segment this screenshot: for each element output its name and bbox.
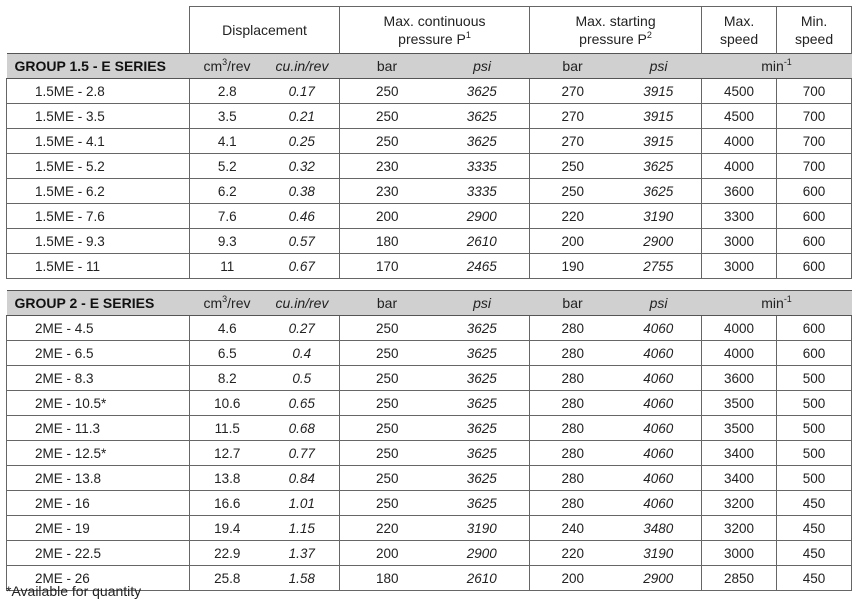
displacement-cm3-cell: 7.6 [190,204,265,229]
model-cell: 2ME - 8.3 [7,366,190,391]
max-speed-cell: 4000 [702,129,777,154]
max-speed-cell: 3300 [702,204,777,229]
model-cell: 2ME - 6.5 [7,341,190,366]
unit-cm3-tail: /rev [227,58,251,74]
displacement-cuin-cell: 0.17 [265,79,340,104]
starting-psi-cell: 2900 [616,229,702,254]
max-speed-cell: 3200 [702,516,777,541]
header-max-continuous-sup: 1 [465,30,471,40]
min-speed-cell: 450 [777,516,852,541]
unit-cm3-base: cm [203,58,223,74]
displacement-cuin-cell: 0.67 [265,254,340,279]
min-speed-cell: 500 [777,466,852,491]
unit-bar-continuous: bar [340,291,435,316]
max-speed-cell: 3400 [702,441,777,466]
displacement-cuin-cell: 0.38 [265,179,340,204]
continuous-psi-cell: 3625 [435,79,530,104]
displacement-cm3-cell: 22.9 [190,541,265,566]
table-row [7,541,852,566]
model-cell: 1.5ME - 11 [7,254,190,279]
unit-cuin: cu.in/rev [265,291,340,316]
unit-cm3 [190,54,265,79]
continuous-bar-cell: 250 [340,416,435,441]
continuous-bar-cell: 230 [340,154,435,179]
table-row [7,104,852,129]
starting-bar-cell: 220 [530,204,616,229]
starting-psi-cell: 3190 [616,204,702,229]
starting-psi-cell: 3625 [616,179,702,204]
header-blank-cell [7,7,190,54]
displacement-cm3-cell: 4.1 [190,129,265,154]
unit-min-sup: -1 [783,57,792,67]
group-header-row [7,54,852,79]
header-displacement-label: Displacement [222,22,307,38]
continuous-psi-cell: 2900 [435,204,530,229]
continuous-bar-cell: 170 [340,254,435,279]
continuous-bar-cell: 250 [340,366,435,391]
model-cell: 1.5ME - 5.2 [7,154,190,179]
group-spacer-cell [7,279,852,291]
unit-cm3 [190,291,265,316]
header-max-speed-line2: speed [719,31,759,47]
unit-min-base: min [761,58,784,74]
max-speed-cell: 3500 [702,416,777,441]
starting-bar-cell: 240 [530,516,616,541]
header-max-speed-line1: Max. [723,13,755,29]
unit-cm3-sup: 3 [222,57,228,67]
starting-psi-cell: 3915 [616,104,702,129]
continuous-bar-cell: 250 [340,79,435,104]
continuous-bar-cell: 250 [340,104,435,129]
min-speed-cell: 600 [777,254,852,279]
continuous-bar-cell: 180 [340,229,435,254]
model-cell: 2ME - 22.5 [7,541,190,566]
min-speed-cell: 600 [777,229,852,254]
displacement-cuin-cell: 0.32 [265,154,340,179]
min-speed-cell: 500 [777,416,852,441]
unit-psi-starting: psi [616,291,702,316]
model-cell: 2ME - 12.5* [7,441,190,466]
max-speed-cell: 3600 [702,179,777,204]
table-row [7,466,852,491]
max-speed-cell: 4000 [702,316,777,341]
displacement-cuin-cell: 1.58 [265,566,340,591]
starting-psi-cell: 4060 [616,341,702,366]
unit-psi-continuous: psi [435,291,530,316]
table-row [7,229,852,254]
continuous-bar-cell: 250 [340,316,435,341]
continuous-psi-cell: 3190 [435,516,530,541]
unit-min-sup: -1 [783,294,792,304]
unit-bar-starting: bar [530,291,616,316]
table-row [7,366,852,391]
min-speed-cell: 500 [777,366,852,391]
starting-psi-cell: 3625 [616,154,702,179]
unit-psi-starting: psi [616,54,702,79]
starting-psi-cell: 4060 [616,416,702,441]
displacement-cm3-cell: 2.8 [190,79,265,104]
min-speed-cell: 700 [777,104,852,129]
starting-bar-cell: 280 [530,466,616,491]
displacement-cuin-cell: 0.46 [265,204,340,229]
starting-psi-cell: 4060 [616,491,702,516]
displacement-cm3-cell: 9.3 [190,229,265,254]
min-speed-cell: 600 [777,316,852,341]
max-speed-cell: 3000 [702,541,777,566]
displacement-cm3-cell: 6.2 [190,179,265,204]
min-speed-cell: 700 [777,129,852,154]
displacement-cuin-cell: 0.27 [265,316,340,341]
unit-min-base: min [761,295,784,311]
starting-bar-cell: 250 [530,154,616,179]
displacement-cuin-cell: 0.25 [265,129,340,154]
table-row [7,254,852,279]
table-row [7,441,852,466]
model-cell: 1.5ME - 2.8 [7,79,190,104]
min-speed-cell: 700 [777,154,852,179]
starting-psi-cell: 4060 [616,366,702,391]
unit-bar-starting: bar [530,54,616,79]
starting-psi-cell: 3915 [616,129,702,154]
starting-psi-cell: 3915 [616,79,702,104]
continuous-bar-cell: 180 [340,566,435,591]
header-min-speed-line2: speed [794,31,834,47]
header-max-starting-line2: pressure P [579,31,647,47]
continuous-bar-cell: 200 [340,204,435,229]
displacement-cm3-cell: 16.6 [190,491,265,516]
displacement-cuin-cell: 0.5 [265,366,340,391]
continuous-psi-cell: 3335 [435,179,530,204]
max-speed-cell: 4000 [702,341,777,366]
min-speed-cell: 600 [777,179,852,204]
header-max-starting-sup: 2 [646,30,652,40]
continuous-psi-cell: 2610 [435,229,530,254]
continuous-psi-cell: 2465 [435,254,530,279]
continuous-psi-cell: 3625 [435,416,530,441]
starting-bar-cell: 280 [530,316,616,341]
starting-bar-cell: 250 [530,179,616,204]
continuous-psi-cell: 3625 [435,491,530,516]
header-max-continuous-line1: Max. continuous [383,13,486,29]
displacement-cuin-cell: 0.77 [265,441,340,466]
table-row [7,129,852,154]
continuous-psi-cell: 3625 [435,129,530,154]
spec-table [6,6,852,591]
displacement-cm3-cell: 25.8 [190,566,265,591]
starting-bar-cell: 280 [530,491,616,516]
starting-psi-cell: 4060 [616,466,702,491]
model-cell: 1.5ME - 3.5 [7,104,190,129]
displacement-cuin-cell: 0.84 [265,466,340,491]
continuous-psi-cell: 3625 [435,391,530,416]
group-name: GROUP 1.5 - E SERIES [7,54,190,79]
header-min-speed [777,7,852,54]
displacement-cm3-cell: 4.6 [190,316,265,341]
max-speed-cell: 4000 [702,154,777,179]
group-name: GROUP 2 - E SERIES [7,291,190,316]
continuous-bar-cell: 220 [340,516,435,541]
min-speed-cell: 500 [777,391,852,416]
table-row [7,154,852,179]
unit-cuin: cu.in/rev [265,54,340,79]
starting-psi-cell: 4060 [616,391,702,416]
min-speed-cell: 500 [777,441,852,466]
displacement-cuin-cell: 0.57 [265,229,340,254]
displacement-cuin-cell: 0.21 [265,104,340,129]
displacement-cm3-cell: 8.2 [190,366,265,391]
max-speed-cell: 3200 [702,491,777,516]
continuous-bar-cell: 250 [340,391,435,416]
max-speed-cell: 3400 [702,466,777,491]
max-speed-cell: 3500 [702,391,777,416]
min-speed-cell: 600 [777,341,852,366]
table-row [7,316,852,341]
continuous-psi-cell: 2610 [435,566,530,591]
starting-bar-cell: 200 [530,229,616,254]
header-max-starting-line1: Max. starting [575,13,656,29]
model-cell: 1.5ME - 4.1 [7,129,190,154]
displacement-cm3-cell: 13.8 [190,466,265,491]
starting-bar-cell: 280 [530,441,616,466]
starting-psi-cell: 4060 [616,316,702,341]
continuous-bar-cell: 250 [340,129,435,154]
max-speed-cell: 2850 [702,566,777,591]
model-cell: 1.5ME - 9.3 [7,229,190,254]
min-speed-cell: 600 [777,204,852,229]
max-speed-cell: 3600 [702,366,777,391]
starting-bar-cell: 280 [530,391,616,416]
starting-bar-cell: 280 [530,341,616,366]
continuous-bar-cell: 250 [340,466,435,491]
displacement-cuin-cell: 1.01 [265,491,340,516]
starting-psi-cell: 3190 [616,541,702,566]
displacement-cm3-cell: 19.4 [190,516,265,541]
max-speed-cell: 3000 [702,229,777,254]
starting-psi-cell: 2900 [616,566,702,591]
unit-cm3-base: cm [203,295,223,311]
unit-psi-continuous: psi [435,54,530,79]
header-max-continuous-line2: pressure P [398,31,466,47]
starting-bar-cell: 220 [530,541,616,566]
table-row [7,491,852,516]
model-cell: 1.5ME - 6.2 [7,179,190,204]
starting-bar-cell: 270 [530,79,616,104]
continuous-bar-cell: 250 [340,491,435,516]
displacement-cm3-cell: 3.5 [190,104,265,129]
continuous-psi-cell: 3625 [435,316,530,341]
continuous-bar-cell: 230 [340,179,435,204]
displacement-cm3-cell: 12.7 [190,441,265,466]
column-header-row [7,7,852,54]
continuous-psi-cell: 3625 [435,341,530,366]
unit-bar-continuous: bar [340,54,435,79]
model-cell: 2ME - 19 [7,516,190,541]
table-row [7,416,852,441]
footnote: *Available for quantity [6,583,142,599]
starting-bar-cell: 200 [530,566,616,591]
continuous-psi-cell: 3625 [435,441,530,466]
continuous-psi-cell: 3625 [435,466,530,491]
header-max-continuous-pressure [340,7,530,54]
table-row [7,516,852,541]
group-header-row [7,291,852,316]
header-min-speed-line1: Min. [800,13,828,29]
unit-min [702,291,852,316]
displacement-cuin-cell: 0.4 [265,341,340,366]
table-row [7,204,852,229]
model-cell: 2ME - 4.5 [7,316,190,341]
continuous-bar-cell: 250 [340,441,435,466]
continuous-bar-cell: 200 [340,541,435,566]
min-speed-cell: 450 [777,491,852,516]
table-row [7,179,852,204]
displacement-cuin-cell: 1.37 [265,541,340,566]
displacement-cm3-cell: 10.6 [190,391,265,416]
displacement-cuin-cell: 1.15 [265,516,340,541]
model-cell: 2ME - 26 [7,566,190,591]
displacement-cuin-cell: 0.68 [265,416,340,441]
model-cell: 2ME - 10.5* [7,391,190,416]
continuous-psi-cell: 2900 [435,541,530,566]
model-cell: 2ME - 11.3 [7,416,190,441]
unit-cm3-sup: 3 [222,294,228,304]
starting-psi-cell: 4060 [616,441,702,466]
model-cell: 1.5ME - 7.6 [7,204,190,229]
table-row [7,341,852,366]
model-cell: 2ME - 16 [7,491,190,516]
unit-min [702,54,852,79]
displacement-cm3-cell: 6.5 [190,341,265,366]
header-max-speed [702,7,777,54]
starting-bar-cell: 270 [530,129,616,154]
table-row [7,79,852,104]
continuous-psi-cell: 3625 [435,366,530,391]
min-speed-cell: 450 [777,566,852,591]
starting-bar-cell: 280 [530,416,616,441]
continuous-psi-cell: 3625 [435,104,530,129]
max-speed-cell: 4500 [702,104,777,129]
header-displacement [190,7,340,54]
group-spacer [7,279,852,291]
starting-psi-cell: 2755 [616,254,702,279]
model-cell: 2ME - 13.8 [7,466,190,491]
starting-bar-cell: 280 [530,366,616,391]
table-row [7,391,852,416]
header-max-starting-pressure [530,7,702,54]
displacement-cm3-cell: 11.5 [190,416,265,441]
displacement-cm3-cell: 5.2 [190,154,265,179]
continuous-psi-cell: 3335 [435,154,530,179]
max-speed-cell: 3000 [702,254,777,279]
min-speed-cell: 700 [777,79,852,104]
displacement-cuin-cell: 0.65 [265,391,340,416]
continuous-bar-cell: 250 [340,341,435,366]
min-speed-cell: 450 [777,541,852,566]
starting-bar-cell: 190 [530,254,616,279]
max-speed-cell: 4500 [702,79,777,104]
displacement-cm3-cell: 11 [190,254,265,279]
starting-bar-cell: 270 [530,104,616,129]
unit-cm3-tail: /rev [227,295,251,311]
starting-psi-cell: 3480 [616,516,702,541]
